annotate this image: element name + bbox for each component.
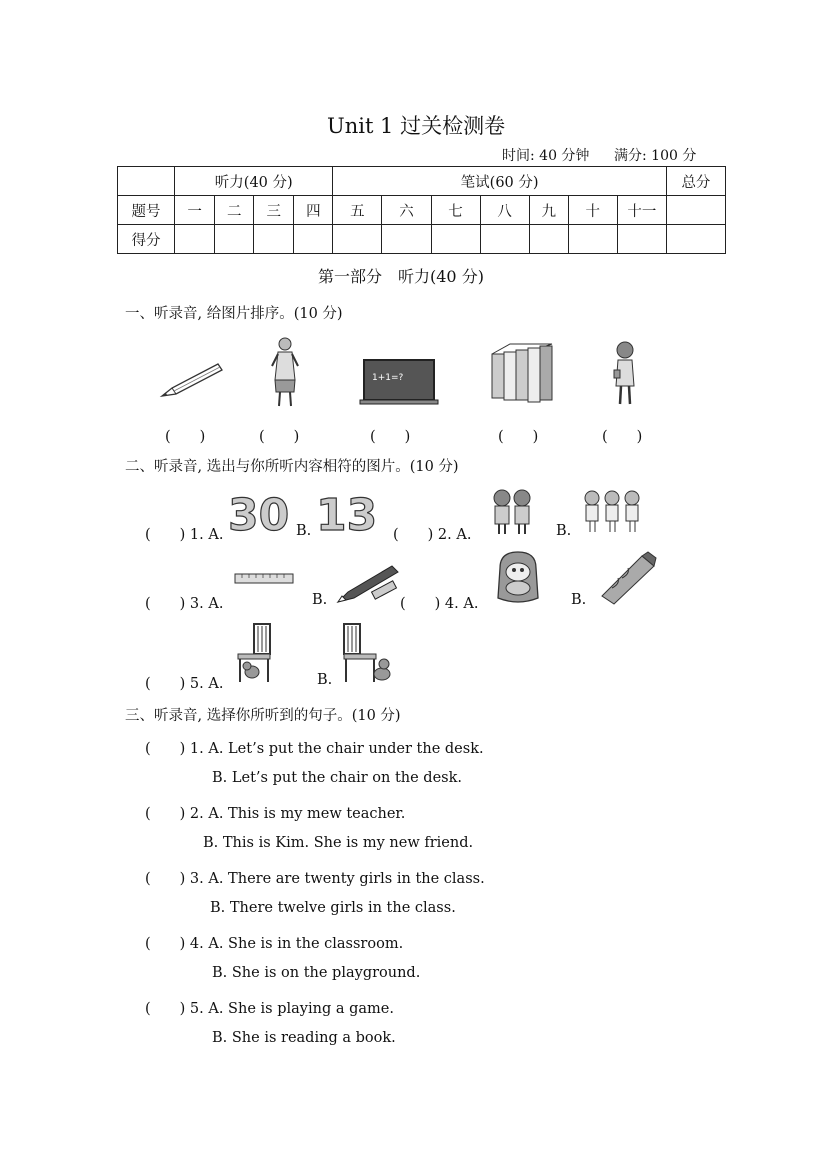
part-title: 第一部分 听力(40 分) — [318, 267, 484, 286]
books-icon — [490, 342, 554, 406]
full-marks: 满分: 100 分 — [614, 148, 697, 164]
score-cell[interactable] — [617, 225, 666, 254]
question-stem: ( ) 1. A. Let’s put the chair under the desk. — [145, 741, 484, 757]
number-row-label: 题号 — [118, 196, 175, 225]
score-table — [117, 166, 726, 254]
total-blank — [666, 196, 725, 225]
number-cell: 五 — [333, 196, 382, 225]
question-stem: ( ) 4. A. She is in the classroom. — [145, 936, 404, 952]
number-cell: 八 — [480, 196, 529, 225]
table-corner — [118, 167, 175, 196]
school-bag-icon — [492, 548, 544, 606]
answer-paren[interactable]: ( ) — [602, 429, 643, 445]
number-cell: 二 — [215, 196, 254, 225]
writing-header: 笔试(60 分) — [333, 167, 667, 196]
number-30-text: 30 — [228, 490, 290, 541]
number-30-icon — [228, 488, 290, 541]
chair-cat-beside-icon — [342, 622, 394, 684]
pencil-icon — [160, 364, 222, 400]
blackboard-icon — [362, 358, 438, 406]
answer-paren[interactable]: ( ) — [498, 429, 539, 445]
two-kids-icon — [487, 486, 537, 536]
option-b-label: B. — [556, 523, 572, 539]
score-cell[interactable] — [175, 225, 215, 254]
option-b-text: B. She is on the playground. — [212, 965, 421, 981]
question-label: ( ) 5. A. — [145, 676, 224, 692]
number-cell: 十 — [568, 196, 617, 225]
number-cell: 七 — [431, 196, 480, 225]
option-b-label: B. — [571, 592, 587, 608]
score-cell[interactable] — [294, 225, 333, 254]
girl-icon — [610, 340, 640, 408]
score-cell[interactable] — [666, 225, 725, 254]
option-b-text: B. This is Kim. She is my new friend. — [203, 835, 474, 851]
listening-header: 听力(40 分) — [175, 167, 333, 196]
ruler-icon — [234, 573, 294, 585]
question-label: ( ) 1. A. — [145, 527, 224, 543]
option-b-label: B. — [312, 592, 328, 608]
number-cell: 六 — [382, 196, 431, 225]
exam-time: 时间: 40 分钟 — [502, 148, 590, 164]
option-b-text: B. There twelve girls in the class. — [210, 900, 456, 916]
chair-cat-under-icon — [232, 622, 274, 684]
score-cell[interactable] — [254, 225, 294, 254]
number-cell: 三 — [254, 196, 294, 225]
pen-icon — [334, 562, 402, 606]
number-13-icon — [316, 488, 378, 541]
question-label: ( ) 2. A. — [393, 527, 472, 543]
question-label: ( ) 3. A. — [145, 596, 224, 612]
number-cell: 一 — [175, 196, 215, 225]
number-cell: 四 — [294, 196, 333, 225]
page-title: Unit 1 过关检测卷 — [327, 114, 506, 138]
answer-paren[interactable]: ( ) — [165, 429, 206, 445]
option-b-text: B. Let’s put the chair on the desk. — [212, 770, 462, 786]
score-cell[interactable] — [382, 225, 431, 254]
option-b-label: B. — [296, 523, 312, 539]
question-stem: ( ) 5. A. She is playing a game. — [145, 1001, 394, 1017]
score-cell[interactable] — [529, 225, 568, 254]
three-kids-icon — [582, 488, 644, 534]
number-13-text: 13 — [316, 490, 378, 541]
blackboard-text: 1+1=? — [372, 373, 404, 383]
score-cell[interactable] — [215, 225, 254, 254]
number-cell: 九 — [529, 196, 568, 225]
score-cell[interactable] — [431, 225, 480, 254]
teacher-icon — [268, 336, 304, 410]
answer-paren[interactable]: ( ) — [259, 429, 300, 445]
total-header: 总分 — [666, 167, 725, 196]
score-cell[interactable] — [568, 225, 617, 254]
option-b-label: B. — [317, 672, 333, 688]
score-row-label: 得分 — [118, 225, 175, 254]
section3-heading: 三、听录音, 选择你所听到的句子。(10 分) — [125, 708, 401, 724]
score-cell[interactable] — [333, 225, 382, 254]
section1-heading: 一、听录音, 给图片排序。(10 分) — [125, 306, 343, 322]
answer-paren[interactable]: ( ) — [370, 429, 411, 445]
question-stem: ( ) 2. A. This is my mew teacher. — [145, 806, 406, 822]
crayon-icon — [598, 552, 656, 604]
question-label: ( ) 4. A. — [400, 596, 479, 612]
number-cell: 十一 — [617, 196, 666, 225]
option-b-text: B. She is reading a book. — [212, 1030, 396, 1046]
question-stem: ( ) 3. A. There are twenty girls in the class. — [145, 871, 485, 887]
score-cell[interactable] — [480, 225, 529, 254]
section2-heading: 二、听录音, 选出与你所听内容相符的图片。(10 分) — [125, 459, 459, 475]
